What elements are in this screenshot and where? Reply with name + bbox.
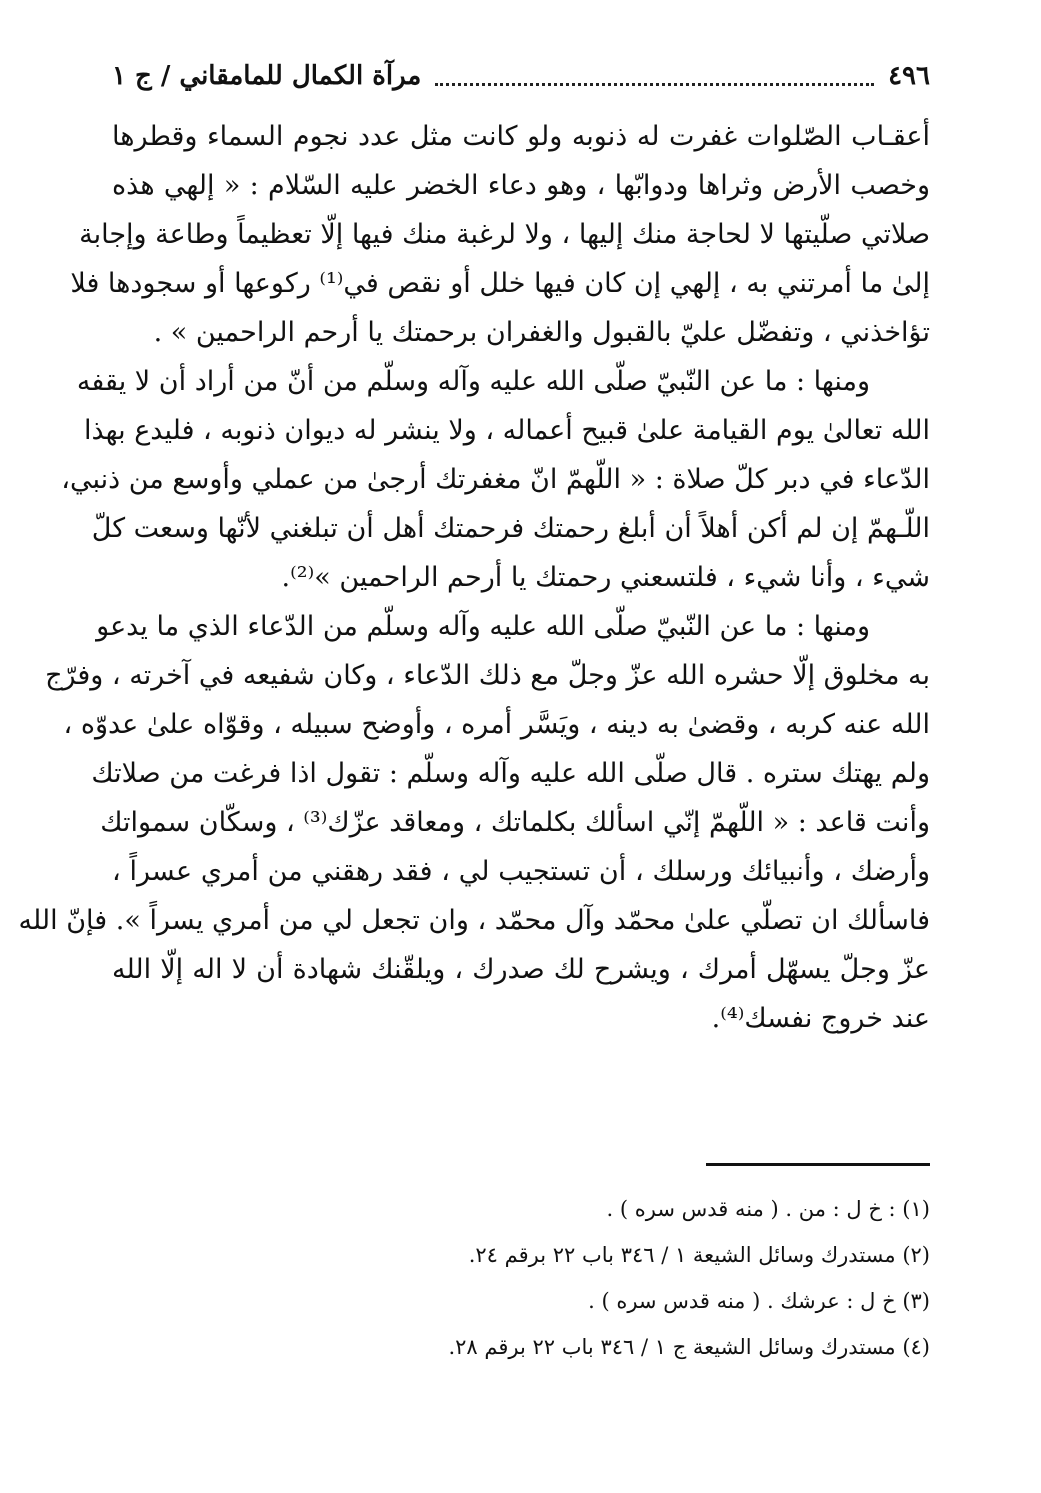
text-line: وخصب الأرض وثراها ودوابّها ، وهو دعاء الخضر عليه السّلام : « إلهي هذه bbox=[112, 170, 930, 201]
text-line: ولم يهتك ستره . قال صلّى الله عليه وآله وسلّم : تقول اذا فرغت من صلاتك bbox=[91, 758, 930, 789]
dotted-leader bbox=[435, 83, 874, 86]
text-line: اللّـهمّ إن لم أكن أهلاً أن أبلغ رحمتك فرحمتك أهل أن تبلغني لأنّها وسعت كلّ bbox=[91, 513, 930, 544]
footnotes bbox=[112, 1186, 930, 1370]
footnote: (٣) خ ل : عرشك . ( منه قدس سره ) . bbox=[588, 1289, 930, 1313]
text-line: أعقـاب الصّلوات غفرت له ذنوبه ولو كانت مثل عدد نجوم السماء وقطرها bbox=[112, 121, 930, 152]
text-line: الله عنه كربه ، وقضىٰ به دينه ، ويَسَّر أمره ، وأوضح سبيله ، وقوّاه علىٰ عدوّه ، bbox=[63, 709, 930, 740]
text-line: صلاتي صلّيتها لا لحاجة منك إليها ، ولا لرغبة منك فيها إلّا تعظيماً وطاعة وإجابة bbox=[79, 219, 930, 250]
text-line: فاسألك ان تصلّي علىٰ محمّد وآل محمّد ، وان تجعل لي من أمري يسراً ». فإنّ الله bbox=[18, 905, 930, 936]
main-text bbox=[18, 112, 930, 1043]
footnote: (١) : خ ل : من . ( منه قدس سره ) . bbox=[606, 1197, 930, 1221]
page-number: ٤٩٦ bbox=[888, 61, 930, 91]
text-line: وأنت قاعد : « اللّهمّ إنّي اسألك بكلماتك ، ومعاقد عزّك⁽³⁾ ، وسكّان سمواتك bbox=[100, 807, 930, 838]
text-line: تؤاخذني ، وتفضّل عليّ بالقبول والغفران برحمتك يا أرحم الراحمين » . bbox=[153, 317, 930, 348]
text-line: الله تعالىٰ يوم القيامة علىٰ قبيح أعماله ، ولا ينشر له ديوان ذنوبه ، فليدع بهذا bbox=[83, 415, 930, 446]
text-line: إلىٰ ما أمرتني به ، إلهي إن كان فيها خلل أو نقص في⁽¹⁾ ركوعها أو سجودها فلا bbox=[70, 268, 930, 299]
text-line: عزّ وجلّ يسهّل أمرك ، ويشرح لك صدرك ، ويلقّنك شهادة أن لا اله إلّا الله bbox=[112, 954, 930, 985]
text-line: وأرضك ، وأنبيائك ورسلك ، أن تستجيب لي ، فقد رهقني من أمري عسراً ، bbox=[112, 856, 930, 887]
text-line: الدّعاء في دبر كلّ صلاة : « اللّهمّ انّ مغفرتك أرجىٰ من عملي وأوسع من ذنبي، bbox=[61, 464, 930, 495]
paragraph-start-line: ومنها : ما عن النّبيّ صلّى الله عليه وآله وسلّم من الدّعاء الذي ما يدعو bbox=[96, 611, 870, 642]
footnote: (٢) مستدرك وسائل الشيعة ١ / ٣٤٦ باب ٢٢ برقم ٢٤. bbox=[468, 1243, 930, 1267]
page-header bbox=[112, 52, 930, 100]
text-line: به مخلوق إلّا حشره الله عزّ وجلّ مع ذلك الدّعاء ، وكان شفيعه في آخرته ، وفرّج bbox=[45, 660, 930, 691]
text-line: شيء ، وأنا شيء ، فلتسعني رحمتك يا أرحم الراحمين »⁽²⁾. bbox=[281, 562, 930, 593]
footnote: (٤) مستدرك وسائل الشيعة ج ١ / ٣٤٦ باب ٢٢ برقم ٢٨. bbox=[448, 1335, 930, 1359]
paragraph-start-line: ومنها : ما عن النّبيّ صلّى الله عليه وآله وسلّم من أنّ من أراد أن لا يقفه bbox=[76, 366, 870, 397]
footnote-separator bbox=[706, 1163, 930, 1166]
running-title: مرآة الكمال للمامقاني / ج ١ bbox=[112, 61, 422, 91]
text-line: عند خروج نفسك⁽⁴⁾. bbox=[711, 1003, 930, 1034]
